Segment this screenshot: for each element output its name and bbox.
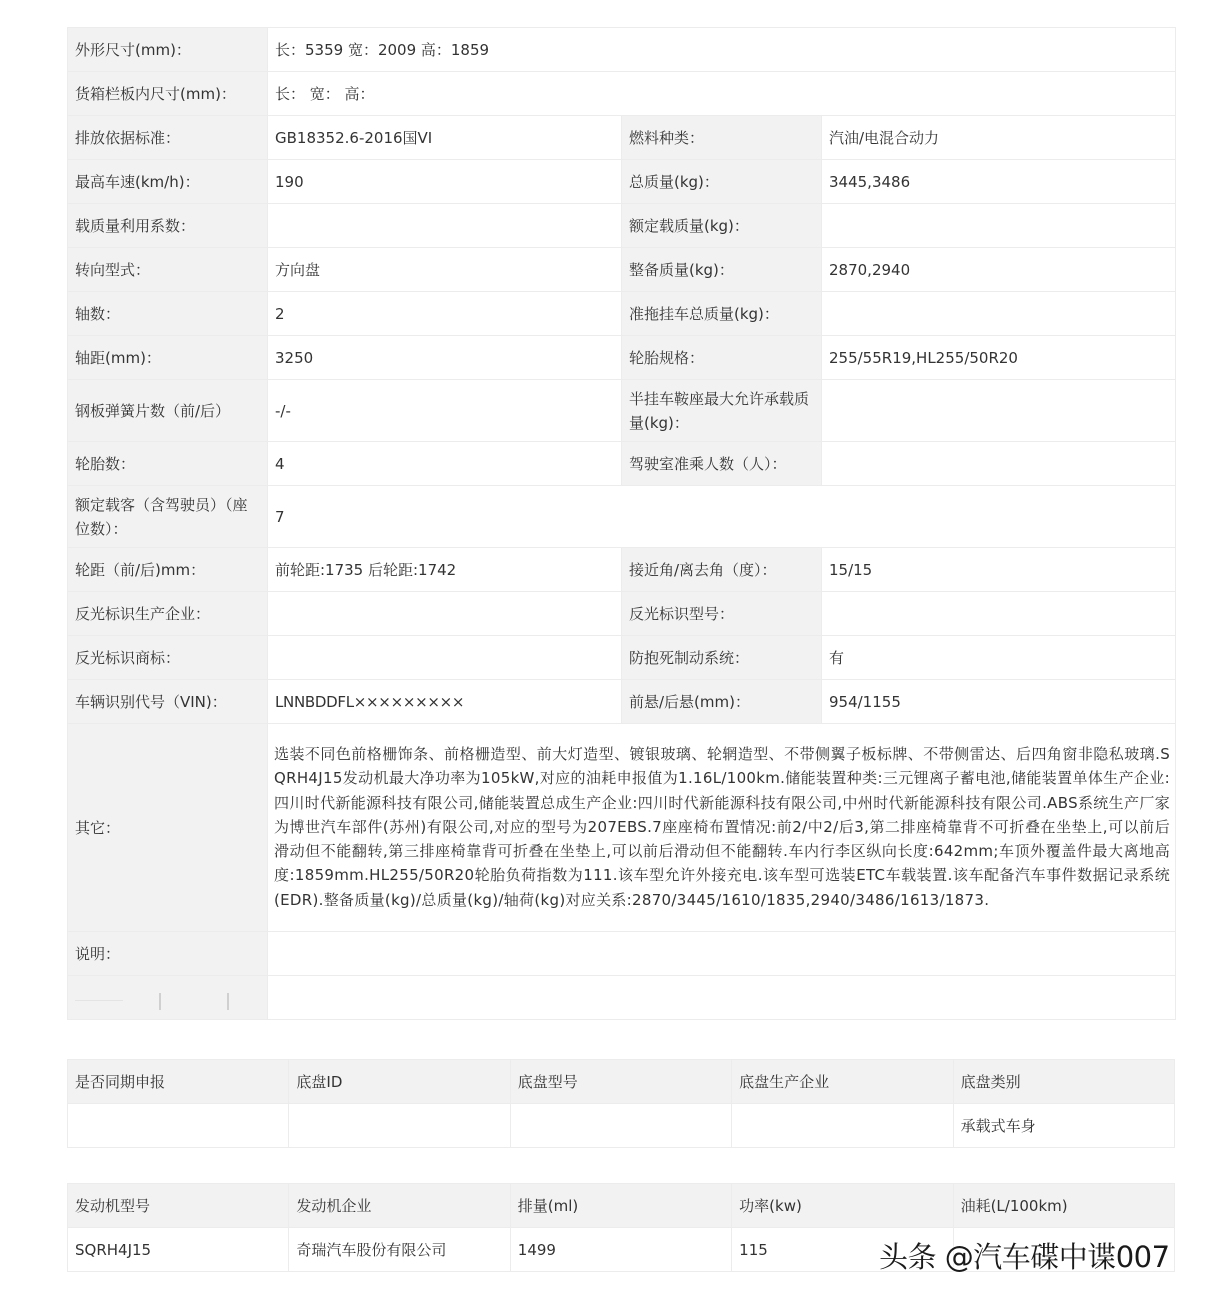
- saddle-label: 半挂车鞍座最大允许承载质量(kg)：: [622, 380, 822, 442]
- spec-row-reflector-brand: [68, 636, 1176, 680]
- engine-header-power: 功率(kw): [732, 1184, 953, 1228]
- reflector-model-label: 反光标识型号：: [622, 592, 822, 636]
- chassis-header-model: 底盘型号: [510, 1060, 731, 1104]
- cargo-label: 货箱栏板内尺寸(mm)：: [68, 72, 268, 116]
- spec-row-vin: [68, 680, 1176, 724]
- angle-label: 接近角/离去角（度）：: [622, 548, 822, 592]
- note-label: 说明：: [68, 932, 268, 976]
- spec-row-axles: [68, 292, 1176, 336]
- reflector-brand-value: [268, 636, 622, 680]
- saddle-value: [822, 380, 1176, 442]
- track-value: 前轮距:1735 后轮距:1742: [268, 548, 622, 592]
- note-value: [268, 932, 1176, 976]
- other-value: 选装不同色前格栅饰条、前格栅造型、前大灯造型、镀银玻璃、轮辋造型、不带侧翼子板标牌、不带侧雷达、后四角窗非隐私玻璃.SQRH4J15发动机最大净功率为105kW,对应的油耗申报值为1.16L/100km.储能装置种类:三元锂离子蓄电池,储能装置单体生产企业:四川时代新能源科技有限公司,储能装置总成生产企业:四川时代新能源科技有限公司,中州时代新能源科技有限公司.ABS系统生产厂家为博世汽车部件(苏州)有限公司,对应的型号为207EBS.7座座椅布置情况:前2/中2/后3,第二排座椅靠背不可折叠在坐垫上,可以前后滑动但不能翻转,第三排座椅靠背可折叠在坐垫上,可以前后滑动但不能翻转.车内行李区纵向长度:642mm;车顶外覆盖件最大离地高度:1859mm.HL255/50R20轮胎负荷指数为111.该车型允许外接充电.该车型可选装ETC车载装置.该车配备汽车事件数据记录系统(EDR).整备质量(kg)/总质量(kg)/轴荷(kg)对应关系:2870/3445/1610/1835,2940/3486/1613/1873.: [268, 724, 1176, 932]
- faint-tick-mark: [227, 993, 229, 1010]
- cab-seats-label: 驾驶室准乘人数（人）：: [622, 442, 822, 486]
- engine-header-consumption: 油耗(L/100km): [953, 1184, 1174, 1228]
- curb-mass-value: 2870,2940: [822, 248, 1176, 292]
- reflector-maker-label: 反光标识生产企业：: [68, 592, 268, 636]
- load-util-label: 载质量利用系数：: [68, 204, 268, 248]
- speed-value: 190: [268, 160, 622, 204]
- spec-row-seats: [68, 486, 1176, 548]
- gross-mass-value: 3445,3486: [822, 160, 1176, 204]
- watermark-text: 头条 @汽车碟中谍007: [879, 1240, 1170, 1274]
- blank-value-cell: [268, 976, 1176, 1020]
- overhang-value: 954/1155: [822, 680, 1176, 724]
- spec-row-load: [68, 204, 1176, 248]
- spec-row-reflector-maker: [68, 592, 1176, 636]
- engine-header-displacement: 排量(ml): [510, 1184, 731, 1228]
- seats-value: 7: [268, 486, 1176, 548]
- axles-value: 2: [268, 292, 622, 336]
- chassis-header-id: 底盘ID: [289, 1060, 510, 1104]
- fuel-value: 汽油/电混合动力: [822, 116, 1176, 160]
- steering-value: 方向盘: [268, 248, 622, 292]
- gross-mass-label: 总质量(kg)：: [622, 160, 822, 204]
- cab-seats-value: [822, 442, 1176, 486]
- engine-header-row: [68, 1184, 1175, 1228]
- load-util-value: [268, 204, 622, 248]
- spec-row-steering: [68, 248, 1176, 292]
- spec-row-tires: [68, 442, 1176, 486]
- vin-value: LNNBDDFL×××××××××: [268, 680, 622, 724]
- speed-label: 最高车速(km/h)：: [68, 160, 268, 204]
- curb-mass-label: 整备质量(kg)：: [622, 248, 822, 292]
- spec-row-other: [68, 724, 1176, 932]
- wheelbase-label: 轴距(mm)：: [68, 336, 268, 380]
- emission-value: GB18352.6-2016国VI: [268, 116, 622, 160]
- angle-value: 15/15: [822, 548, 1176, 592]
- spring-value: -/-: [268, 380, 622, 442]
- chassis-id-cell: [289, 1104, 510, 1148]
- seats-label: 额定载客（含驾驶员）（座位数）：: [68, 486, 268, 548]
- spec-row-dimensions: [68, 28, 1176, 72]
- engine-maker-cell: 奇瑞汽车股份有限公司: [289, 1228, 510, 1272]
- chassis-same-period-cell: [68, 1104, 289, 1148]
- tire-spec-value: 255/55R19,HL255/50R20: [822, 336, 1176, 380]
- engine-model-cell: SQRH4J15: [68, 1228, 289, 1272]
- dimensions-label: 外形尺寸(mm)：: [68, 28, 268, 72]
- fuel-label: 燃料种类：: [622, 116, 822, 160]
- chassis-header-row: [68, 1060, 1175, 1104]
- reflector-model-value: [822, 592, 1176, 636]
- chassis-model-cell: [510, 1104, 731, 1148]
- reflector-maker-value: [268, 592, 622, 636]
- wheelbase-value: 3250: [268, 336, 622, 380]
- chassis-header-same-period: 是否同期申报: [68, 1060, 289, 1104]
- reflector-brand-label: 反光标识商标：: [68, 636, 268, 680]
- tires-value: 4: [268, 442, 622, 486]
- vin-label: 车辆识别代号（VIN)：: [68, 680, 268, 724]
- spec-row-cargo: [68, 72, 1176, 116]
- steering-label: 转向型式：: [68, 248, 268, 292]
- overhang-label: 前悬/后悬(mm)：: [622, 680, 822, 724]
- engine-header-model: 发动机型号: [68, 1184, 289, 1228]
- tire-spec-label: 轮胎规格：: [622, 336, 822, 380]
- spec-row-blank: [68, 976, 1176, 1020]
- spec-row-speed: [68, 160, 1176, 204]
- spring-label: 钢板弹簧片数（前/后）: [68, 380, 268, 442]
- engine-header-maker: 发动机企业: [289, 1184, 510, 1228]
- other-label: 其它：: [68, 724, 268, 932]
- dimensions-value: 长：5359 宽：2009 高：1859: [268, 28, 1176, 72]
- spec-row-note: [68, 932, 1176, 976]
- cargo-value: 长： 宽： 高：: [268, 72, 1176, 116]
- tow-mass-value: [822, 292, 1176, 336]
- rated-load-value: [822, 204, 1176, 248]
- faint-tick-mark: [159, 993, 161, 1010]
- vehicle-spec-table: [67, 27, 1176, 1020]
- track-label: 轮距（前/后)mm：: [68, 548, 268, 592]
- chassis-category-cell: 承载式车身: [953, 1104, 1174, 1148]
- chassis-maker-cell: [732, 1104, 953, 1148]
- chassis-header-category: 底盘类别: [953, 1060, 1174, 1104]
- tires-label: 轮胎数：: [68, 442, 268, 486]
- emission-label: 排放依据标准：: [68, 116, 268, 160]
- spec-row-emission: [68, 116, 1176, 160]
- tow-mass-label: 准拖挂车总质量(kg)：: [622, 292, 822, 336]
- chassis-header-maker: 底盘生产企业: [732, 1060, 953, 1104]
- axles-label: 轴数：: [68, 292, 268, 336]
- rated-load-label: 额定载质量(kg)：: [622, 204, 822, 248]
- chassis-data-row: [68, 1104, 1175, 1148]
- spec-row-spring: [68, 380, 1176, 442]
- abs-value: 有: [822, 636, 1176, 680]
- faint-divider: [75, 1000, 123, 1001]
- engine-displacement-cell: 1499: [510, 1228, 731, 1272]
- engine-power-cell: 115: [732, 1228, 953, 1272]
- abs-label: 防抱死制动系统：: [622, 636, 822, 680]
- spec-row-wheelbase: [68, 336, 1176, 380]
- blank-label-cell: [68, 976, 268, 1020]
- spec-row-track: [68, 548, 1176, 592]
- chassis-table: [67, 1059, 1175, 1148]
